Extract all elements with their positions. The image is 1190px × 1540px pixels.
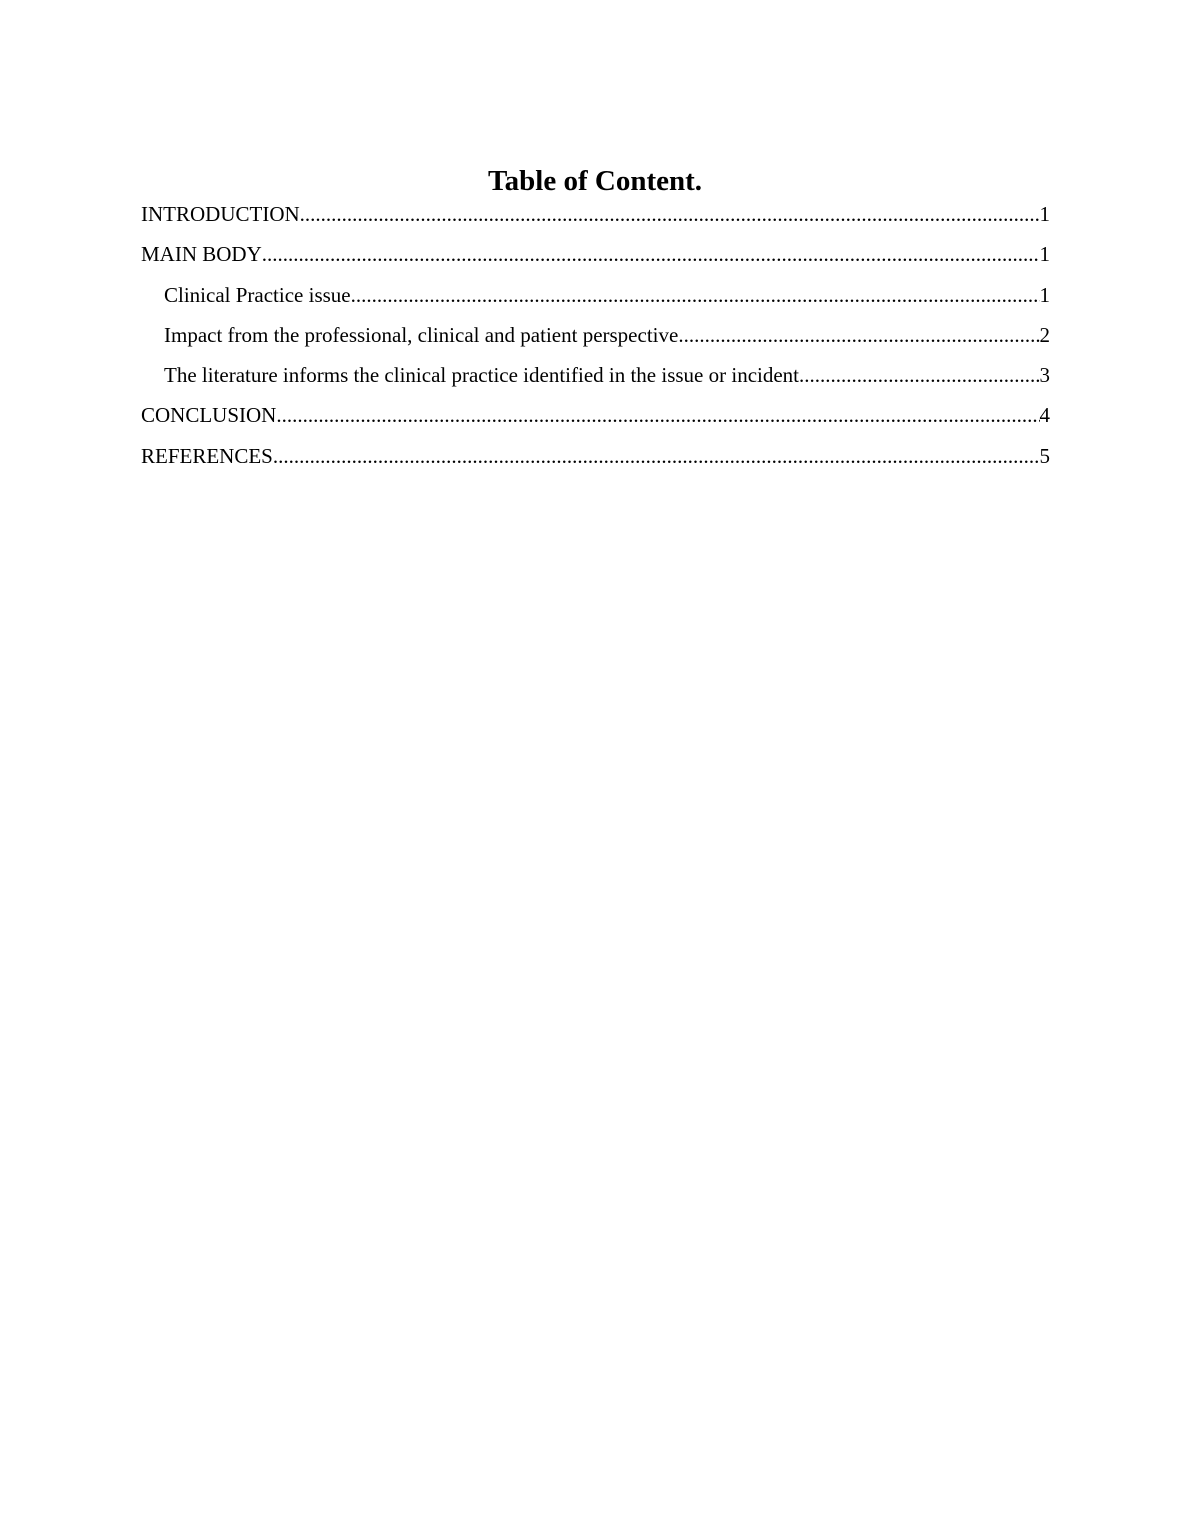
toc-entry-introduction[interactable]	[141, 198, 1050, 238]
toc-page-number: 1	[1039, 202, 1050, 226]
toc-page-number: 3	[1039, 363, 1050, 388]
toc-entry-label: MAIN BODY	[141, 238, 262, 270]
toc-entry-label: INTRODUCTION	[141, 198, 300, 230]
toc-page-number: 4	[1039, 403, 1050, 428]
toc-entry-clinical-practice-issue[interactable]	[141, 279, 1050, 319]
toc-entry-label: Impact from the professional, clinical and patient perspective	[164, 319, 678, 351]
toc-page-number: 1	[1039, 282, 1050, 307]
toc-dot-leader	[351, 279, 1040, 311]
toc-dot-leader	[799, 359, 1039, 391]
toc-dot-leader	[300, 198, 1040, 230]
toc-dot-leader	[262, 238, 1040, 270]
toc-entry-conclusion[interactable]	[141, 399, 1050, 439]
toc-entry-impact[interactable]	[141, 319, 1050, 359]
toc-page-number: 1	[1039, 242, 1050, 267]
toc-entry-literature[interactable]	[141, 359, 1050, 399]
toc-entry-label: REFERENCES	[141, 440, 273, 472]
toc-dot-leader	[678, 319, 1039, 351]
toc-entry-label: Clinical Practice issue	[164, 279, 351, 311]
toc-dot-leader	[273, 440, 1040, 472]
toc-dot-leader	[276, 399, 1039, 431]
toc-entry-main-body[interactable]	[141, 238, 1050, 278]
toc-entry-label: The literature informs the clinical practice identified in the issue or incident	[164, 359, 799, 391]
toc-title: Table of Content.	[487, 165, 703, 197]
toc-list	[141, 198, 1050, 480]
toc-entry-label: CONCLUSION	[141, 399, 276, 431]
toc-page-number: 2	[1039, 322, 1050, 347]
toc-page-number: 5	[1039, 443, 1050, 468]
toc-entry-references[interactable]	[141, 440, 1050, 480]
